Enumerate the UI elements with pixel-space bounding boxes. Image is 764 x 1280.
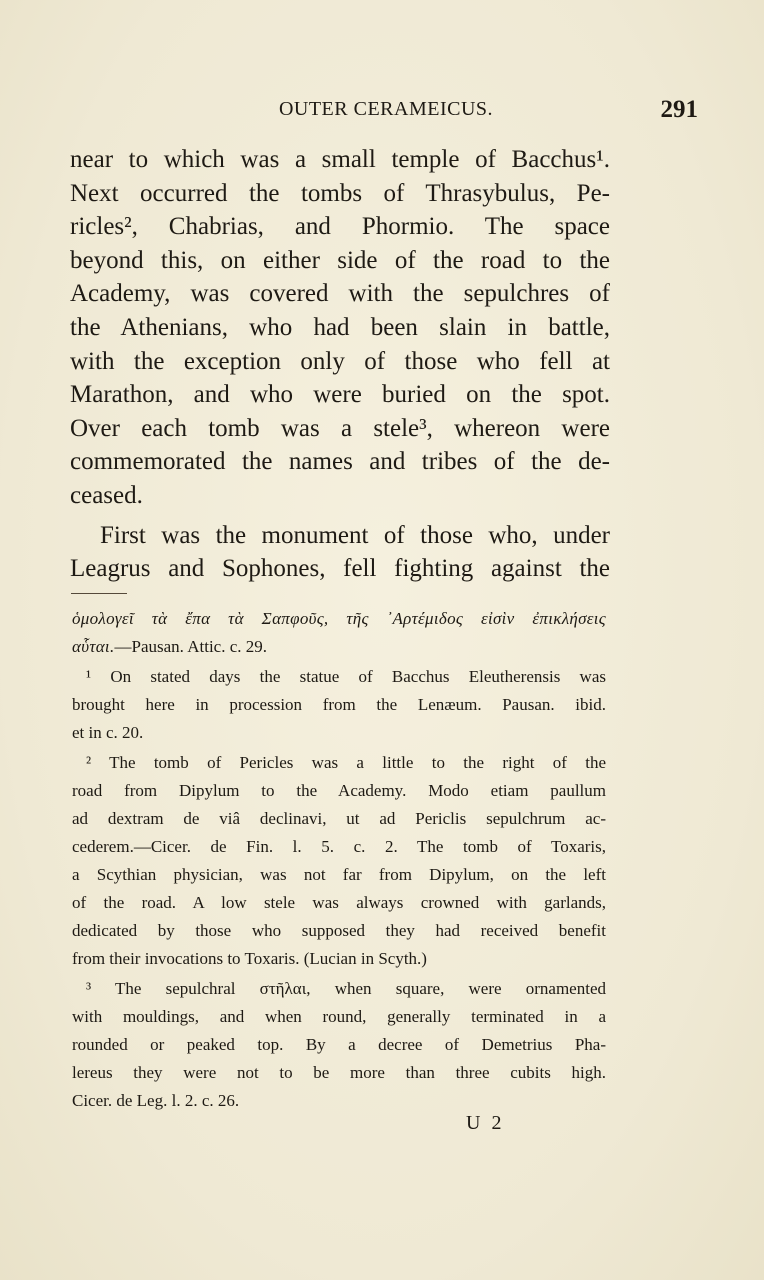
text-line: ricles², Chabrias, and Phormio. The space	[70, 213, 610, 241]
text-line: the Athenians, who had been slain in battle,	[70, 313, 610, 341]
text-line: with the exception only of those who fell at	[70, 347, 610, 375]
text-line: beyond this, on either side of the road to the	[70, 246, 610, 274]
footnote-line: ³ The sepulchral στῆλαι, when square, were ornamented	[86, 979, 606, 998]
footnote-line: road from Dipylum to the Academy. Modo etiam paullum	[72, 781, 606, 800]
text-line: Leagrus and Sophones, fell fighting against the	[70, 555, 610, 583]
text-line: Academy, was covered with the sepulchres of	[70, 280, 610, 308]
running-title: OUTER CERAMEICUS.	[278, 98, 494, 120]
footnote-line: ad dextram de viâ declinavi, ut ad Periclis sepulchrum ac-	[72, 809, 606, 828]
footnote-line: from their invocations to Toxaris. (Lucian in Scyth.)	[72, 949, 427, 968]
citation-text: —Pausan. Attic. c. 29.	[114, 637, 268, 656]
footnote-3	[72, 975, 606, 1115]
text-line: First was the monument of those who, under	[100, 521, 610, 549]
footnote-line: cederem.—Cicer. de Fin. l. 5. c. 2. The tomb of Toxaris,	[72, 837, 606, 856]
greek-word: αὗται.	[72, 637, 115, 656]
footnote-line: Cicer. de Leg. l. 2. c. 26.	[72, 1091, 240, 1110]
text-line: commemorated the names and tribes of the de-	[70, 448, 610, 476]
footnote-2	[72, 749, 606, 973]
footnote-line: ¹ On stated days the statue of Bacchus Eleutherensis was	[86, 667, 606, 686]
greek-quote-line: ὁμολογεῖ τὰ ἔπα τὰ Σαπφοῦς, τῆς ᾿Αρτέμιδος εἰσὶν ἐπικλήσεις	[72, 609, 606, 628]
text-line: Next occurred the tombs of Thrasybulus, Pe-	[70, 179, 610, 207]
signature-mark: U 2	[466, 1112, 505, 1134]
footnote-line: a Scythian physician, was not far from Dipylum, on the left	[72, 865, 606, 884]
footnote-rule	[71, 593, 127, 594]
footnote-line: rounded or peaked top. By a decree of Demetrius Pha-	[72, 1035, 606, 1054]
text-line: Marathon, and who were buried on the spot.	[70, 381, 610, 409]
footnote-line: ² The tomb of Pericles was a little to the right of the	[86, 753, 606, 772]
footnote-line: of the road. A low stele was always crowned with garlands,	[72, 893, 606, 912]
footnotes	[72, 605, 606, 1115]
text-line: ceased.	[70, 481, 143, 509]
main-text	[70, 143, 610, 586]
text-line: near to which was a small temple of Bacchus¹.	[70, 146, 610, 173]
page-header	[70, 96, 702, 128]
footnote-line: dedicated by those who supposed they had received benefit	[72, 921, 606, 940]
footnote-line: brought here in procession from the Lenæum. Pausan. ibid.	[72, 695, 606, 714]
greek-quote-citation	[72, 633, 606, 661]
page-number: 291	[660, 96, 698, 123]
footnote-line: with mouldings, and when round, generally terminated in a	[72, 1007, 606, 1026]
footnote-1	[72, 663, 606, 747]
text-line: Over each tomb was a stele³, whereon were	[70, 414, 610, 442]
footnote-line: et in c. 20.	[72, 723, 144, 742]
footnote-line: lereus they were not to be more than three cubits high.	[72, 1063, 606, 1082]
